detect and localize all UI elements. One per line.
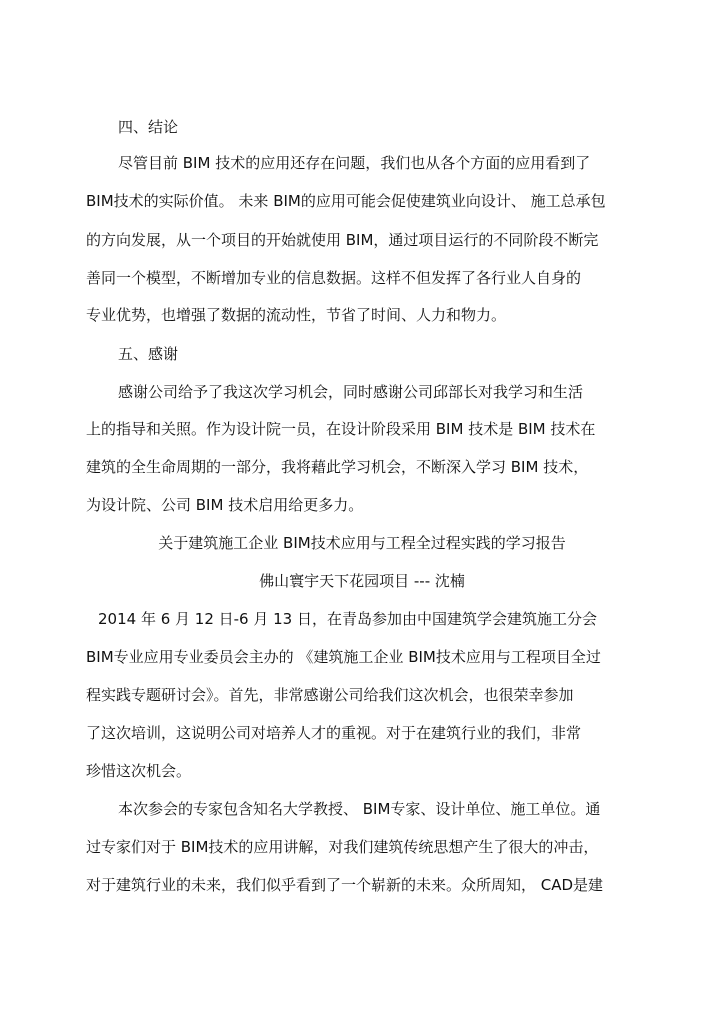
- paragraph-line: BIM专业应用专业委员会主办的 《建筑施工企业 BIM技术应用与工程项目全过: [86, 648, 601, 666]
- report-title: 关于建筑施工企业 BIM技术应用与工程全过程实践的学习报告: [158, 534, 566, 552]
- paragraph-line: 了这次培训，这说明公司对培养人才的重视。对于在建筑行业的我们，非常: [86, 724, 582, 742]
- paragraph-line: 的方向发展，从一个项目的开始就使用 BIM，通过项目运行的不同阶段不断完: [86, 231, 599, 249]
- paragraph-line: 对于建筑行业的未来，我们似乎看到了一个崭新的未来。众所周知， CAD是建: [86, 876, 604, 894]
- paragraph-line: 专业优势，也增强了数据的流动性，节省了时间、人力和物力。: [86, 306, 507, 324]
- paragraph-line: 上的指导和关照。作为设计院一员，在设计阶段采用 BIM 技术是 BIM 技术在: [86, 420, 596, 438]
- paragraph-line: BIM技术的实际价值。 未来 BIM的应用可能会促使建筑业向设计、 施工总承包: [86, 192, 606, 210]
- paragraph-line: 建筑的全生命周期的一部分，我将藉此学习机会，不断深入学习 BIM 技术，: [86, 458, 589, 476]
- paragraph-line: 本次参会的专家包含知名大学教授、 BIM专家、设计单位、施工单位。通: [118, 800, 601, 818]
- report-author: 佛山寰宇天下花园项目 --- 沈楠: [259, 572, 465, 590]
- section-heading-conclusion: 四、结论: [118, 118, 179, 136]
- paragraph-line: 程实践专题研讨会》。首先，非常感谢公司给我们这次机会，也很荣幸参加: [86, 686, 574, 704]
- paragraph-line: 2014 年 6 月 12 日-6 月 13 日，在青岛参加由中国建筑学会建筑施工分会: [98, 610, 597, 628]
- section-heading-thanks: 五、感谢: [118, 345, 179, 363]
- paragraph-line: 为设计院、公司 BIM 技术启用给更多力。: [86, 496, 364, 514]
- paragraph-line: 过专家们对于 BIM技术的应用讲解，对我们建筑传统思想产生了很大的冲击，: [86, 838, 599, 856]
- paragraph-line: 尽管目前 BIM 技术的应用还存在问题，我们也从各个方面的应用看到了: [118, 154, 591, 172]
- paragraph-line: 珍惜这次机会。: [86, 762, 192, 780]
- paragraph-line: 感谢公司给予了我这次学习机会，同时感谢公司邱部长对我学习和生活: [118, 383, 584, 401]
- paragraph-line: 善同一个模型，不断增加专业的信息数据。这样不但发挥了各行业人自身的: [86, 269, 582, 287]
